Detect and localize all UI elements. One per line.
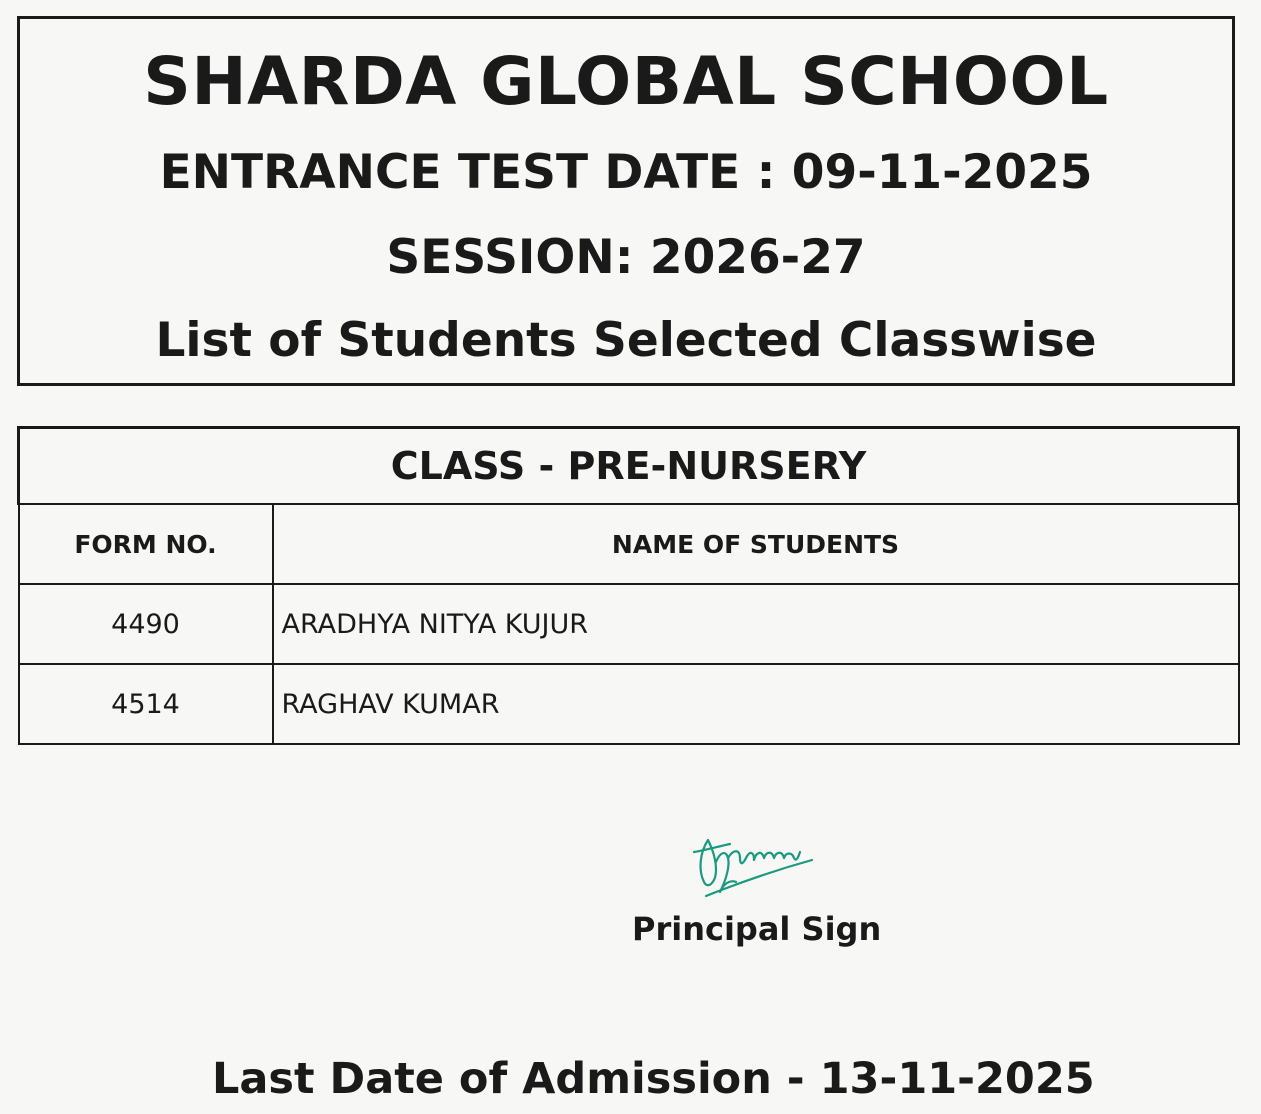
student-name-cell: RAGHAV KUMAR	[273, 664, 1239, 744]
school-name: SHARDA GLOBAL SCHOOL	[143, 43, 1109, 120]
header-box	[17, 16, 1235, 386]
principal-signature	[686, 822, 821, 902]
list-title: List of Students Selected Classwise	[155, 313, 1097, 368]
session: SESSION: 2026-27	[386, 230, 866, 285]
student-name-cell: ARADHYA NITYA KUJUR	[273, 584, 1239, 664]
form-no-header: FORM NO.	[19, 504, 273, 584]
last-date-of-admission: Last Date of Admission - 13-11-2025	[212, 1054, 1095, 1104]
table-row	[19, 664, 1239, 744]
class-title-row	[19, 428, 1239, 505]
entrance-test-date: ENTRANCE TEST DATE : 09-11-2025	[159, 145, 1093, 200]
selected-students-table	[17, 426, 1240, 745]
principal-sign-label: Principal Sign	[632, 910, 882, 948]
form-no-cell: 4514	[19, 664, 273, 744]
student-name-header: NAME OF STUDENTS	[273, 504, 1239, 584]
table-row	[19, 584, 1239, 664]
class-title: CLASS - PRE-NURSERY	[19, 428, 1239, 505]
column-header-row	[19, 504, 1239, 584]
form-no-cell: 4490	[19, 584, 273, 664]
